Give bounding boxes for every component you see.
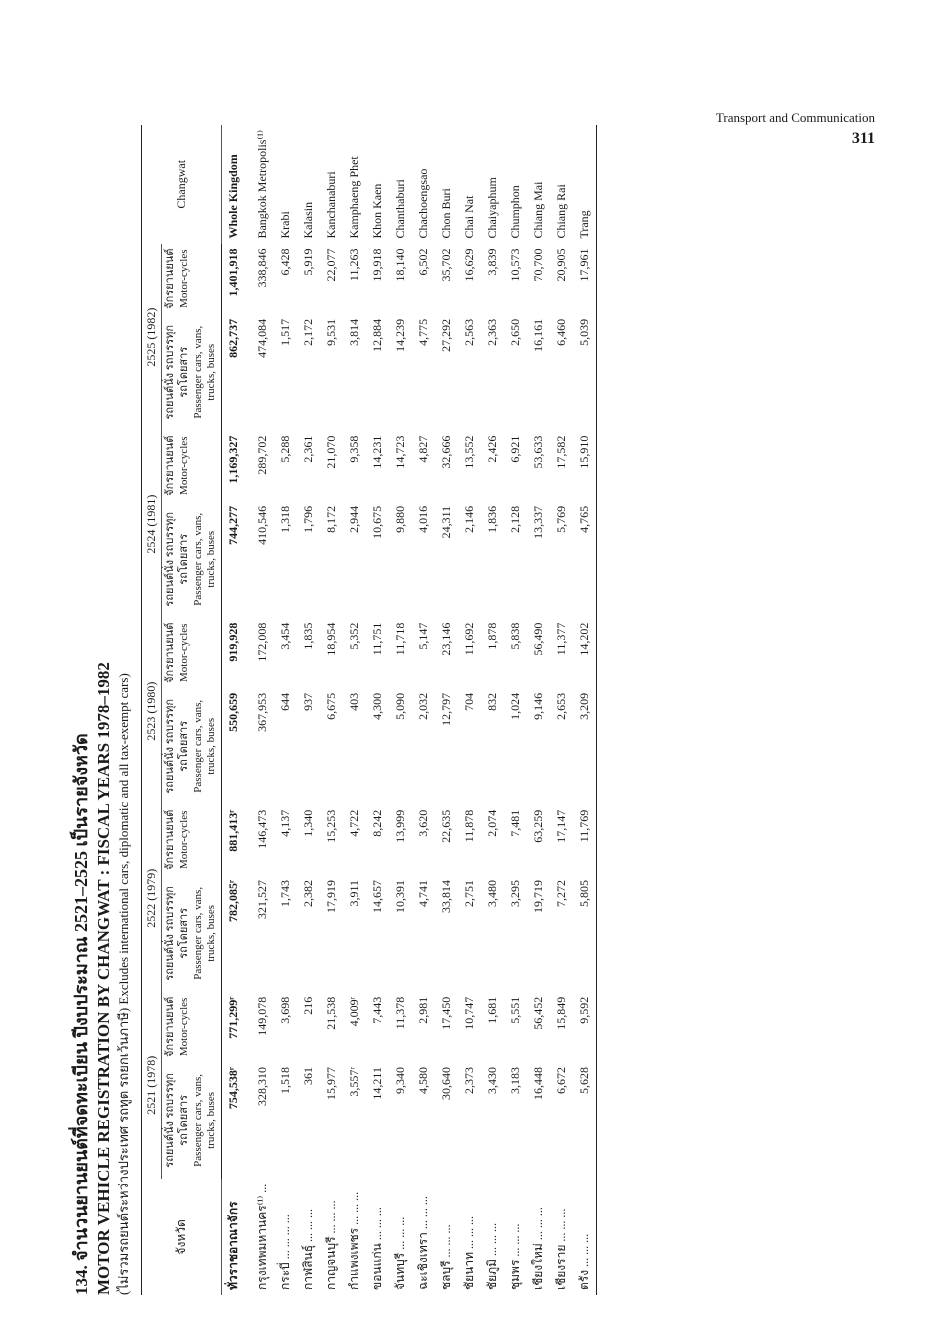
changwat-name-english: Trang xyxy=(573,125,597,244)
changwat-name-english: Chanthaburi xyxy=(393,179,408,239)
cell-value: 6,921 xyxy=(508,435,523,463)
cell-value: 12,884 xyxy=(370,318,385,352)
changwat-name-thai: เชียงราย ... ... ... xyxy=(554,1208,569,1290)
cell-value: 321,527 xyxy=(255,879,270,919)
subheader-motorcycles xyxy=(162,618,222,688)
cell-value: 53,633 xyxy=(531,435,546,469)
subheader-thai: รถยนต์นั่ง รถบรรทุก รถโดยสาร xyxy=(164,1073,190,1168)
cell-value: 14,202 xyxy=(573,618,597,688)
cell-value: 4,137 xyxy=(278,809,293,837)
cell-value: 17,450 xyxy=(439,996,454,1030)
cell-value: 216 xyxy=(301,996,316,1015)
cell-value: 754,538ʳ xyxy=(226,1067,241,1110)
section-title: Transport and Communication xyxy=(715,110,875,125)
cell-value: 644 xyxy=(278,692,293,711)
cell-value: 289,702 xyxy=(255,435,270,475)
table-number: 134. xyxy=(72,1265,91,1295)
cell-value: 14,231 xyxy=(370,435,385,469)
changwat-name-english: Chon Buri xyxy=(439,188,454,239)
cell-value: 149,078 xyxy=(255,996,270,1036)
table-note xyxy=(115,125,133,1295)
cell-value: 2,074 xyxy=(485,809,500,837)
changwat-name-english: Chumphon xyxy=(508,185,523,239)
subheader-thai: รถยนต์นั่ง รถบรรทุก รถโดยสาร xyxy=(164,511,190,607)
table-row xyxy=(527,125,550,1295)
changwat-name-english: Kamphaeng Phet xyxy=(347,156,362,239)
page-number: 311 xyxy=(851,130,875,147)
changwat-name-thai: เชียงใหม่ ... ... ... xyxy=(531,1207,546,1290)
year-header: 2521 (1978) xyxy=(142,992,162,1179)
subheader-english: Motor-cycles xyxy=(177,810,190,870)
cell-value: 5,039 xyxy=(573,314,597,431)
cell-value: 22,635 xyxy=(439,809,454,843)
cell-value: 5,147 xyxy=(416,622,431,650)
cell-value: 771,299ʳ xyxy=(226,996,241,1039)
subheader-thai: จักรยานยนต์ xyxy=(164,435,177,496)
changwat-name-english: Bangkok Metropolis⁽¹⁾ xyxy=(255,130,270,239)
table-row xyxy=(481,125,504,1295)
cell-value: 17,961 xyxy=(573,244,597,314)
table-row xyxy=(366,125,389,1295)
cell-value: 9,880 xyxy=(393,505,408,533)
cell-value: 2,373 xyxy=(462,1067,477,1094)
changwat-name-english: Chaiyaphum xyxy=(485,177,500,239)
cell-value: 56,490 xyxy=(531,622,546,656)
cell-value: 35,702 xyxy=(439,248,454,282)
subheader-passenger-cars xyxy=(162,875,222,992)
changwat-name-english: Krabi xyxy=(278,211,293,239)
cell-value: 1,681 xyxy=(485,996,500,1024)
cell-value: 19,918 xyxy=(370,248,385,282)
cell-value: 13,999 xyxy=(393,809,408,843)
changwat-name-english: Chai Nat xyxy=(462,195,477,239)
cell-value: 10,747 xyxy=(462,996,477,1030)
cell-value: 862,737 xyxy=(226,318,241,358)
cell-value: 832 xyxy=(485,692,500,711)
changwat-name-thai: ฉะเชิงเทรา ... ... ... xyxy=(416,1196,431,1290)
subheader-motorcycles xyxy=(162,431,222,501)
cell-value: 1,517 xyxy=(278,318,293,346)
table-row xyxy=(573,125,597,1295)
cell-value: 328,310 xyxy=(255,1067,270,1106)
cell-value: 13,552 xyxy=(462,435,477,469)
table-row xyxy=(274,125,297,1295)
table-row xyxy=(458,125,481,1295)
changwat-name-thai: กรุงเทพมหานคร⁽¹⁾ ... xyxy=(255,1183,270,1290)
cell-value: 11,692 xyxy=(462,622,477,656)
cell-value: 1,796 xyxy=(301,505,316,533)
cell-value: 11,377 xyxy=(554,622,569,656)
cell-value: 11,751 xyxy=(370,622,385,656)
subheader-english: Passenger cars, vans, trucks, buses xyxy=(191,699,218,793)
cell-value: 14,239 xyxy=(393,318,408,352)
cell-value: 6,675 xyxy=(324,692,339,720)
cell-value: 3,480 xyxy=(485,879,500,907)
cell-value: 2,382 xyxy=(301,879,316,907)
cell-value: 16,448 xyxy=(531,1067,546,1100)
cell-value: 2,981 xyxy=(416,996,431,1024)
changwat-name-english: Chachoengsao xyxy=(416,168,431,239)
cell-value: 4,016 xyxy=(416,505,431,533)
cell-value: 881,413ʳ xyxy=(226,809,241,852)
year-header: 2523 (1980) xyxy=(142,618,162,805)
changwat-name-thai: กระบี่ ... ... ... ... xyxy=(278,1214,293,1290)
table-note-english: Excludes international cars, diplomatic and all tax-exempt cars) xyxy=(116,673,132,1005)
subheader-thai: จักรยานยนต์ xyxy=(164,248,177,309)
table-row xyxy=(320,125,343,1295)
cell-value: 3,698 xyxy=(278,996,293,1024)
cell-value: 4,765 xyxy=(573,501,597,618)
changwat-name-thai: ชัยภูมิ ... ... ... xyxy=(485,1223,500,1290)
cell-value: 4,722 xyxy=(347,809,362,837)
cell-value: 22,077 xyxy=(324,248,339,282)
cell-value: 6,502 xyxy=(416,248,431,276)
cell-value: 63,259 xyxy=(531,809,546,843)
changwat-name-thai: กาฬสินธุ์ ... ... ... xyxy=(301,1208,316,1290)
subheader-passenger-cars xyxy=(162,688,222,805)
cell-value: 2,653 xyxy=(554,692,569,720)
cell-value: 7,481 xyxy=(508,809,523,837)
cell-value: 2,146 xyxy=(462,505,477,533)
vehicle-registration-table xyxy=(141,125,597,1295)
cell-value: 704 xyxy=(462,692,477,711)
cell-value: 9,146 xyxy=(531,692,546,720)
subheader-english: Passenger cars, vans, trucks, buses xyxy=(191,512,218,606)
cell-value: 70,700 xyxy=(531,248,546,282)
cell-value: 3,430 xyxy=(485,1067,500,1094)
cell-value: 172,008 xyxy=(255,622,270,662)
changwat-name-thai: กำแพงเพชร ... ... ... xyxy=(347,1191,362,1290)
cell-value: 33,814 xyxy=(439,879,454,913)
subheader-thai: จักรยานยนต์ xyxy=(164,622,177,683)
table-title-english: MOTOR VEHICLE REGISTRATION BY CHANGWAT : FISCAL YEARS 1978–1982 xyxy=(94,662,114,1295)
cell-value: 14,657 xyxy=(370,879,385,913)
subheader-thai: รถยนต์นั่ง รถบรรทุก รถโดยสาร xyxy=(164,699,190,794)
cell-value: 919,928 xyxy=(226,622,241,662)
cell-value: 5,838 xyxy=(508,622,523,650)
cell-value: 16,629 xyxy=(462,248,477,282)
subheader-passenger-cars xyxy=(162,314,222,431)
table-row xyxy=(412,125,435,1295)
cell-value: 14,723 xyxy=(393,435,408,469)
subheader-thai: จักรยานยนต์ xyxy=(164,809,177,870)
cell-value: 2,363 xyxy=(485,318,500,346)
cell-value: 367,953 xyxy=(255,692,270,732)
changwat-name-english: Khon Kaen xyxy=(370,183,385,239)
cell-value: 10,675 xyxy=(370,505,385,539)
changwat-name-thai: ชลบุรี ... ... ... xyxy=(439,1224,454,1290)
subheader-motorcycles xyxy=(162,244,222,314)
cell-value: 3,183 xyxy=(508,1067,523,1094)
cell-value: 2,032 xyxy=(416,692,431,720)
cell-value: 4,009ʳ xyxy=(347,996,362,1027)
cell-value: 11,878 xyxy=(462,809,477,843)
cell-value: 361 xyxy=(301,1067,316,1085)
cell-value: 10,391 xyxy=(393,879,408,913)
cell-value: 2,361 xyxy=(301,435,316,463)
cell-value: 4,300 xyxy=(370,692,385,720)
year-header: 2524 (1981) xyxy=(142,431,162,618)
subheader-thai: จักรยานยนต์ xyxy=(164,996,177,1057)
changwat-name-thai: ตรัง ... ... ... xyxy=(573,1179,597,1295)
cell-value: 474,084 xyxy=(255,318,270,358)
cell-value: 410,546 xyxy=(255,505,270,545)
cell-value: 744,277 xyxy=(226,505,241,545)
table-note-thai: (ไม่รวมรถยนต์ระหว่างประเทศ รถทูต รถยกเว้นภาษี) xyxy=(116,1007,132,1295)
cell-value: 17,919 xyxy=(324,879,339,913)
cell-value: 11,378 xyxy=(393,996,408,1030)
cell-value: 6,460 xyxy=(554,318,569,346)
rotated-table-page xyxy=(70,125,870,1295)
cell-value: 7,443 xyxy=(370,996,385,1024)
cell-value: 3,814 xyxy=(347,318,362,346)
cell-value: 20,905 xyxy=(554,248,569,282)
cell-value: 15,977 xyxy=(324,1067,339,1100)
cell-value: 2,944 xyxy=(347,505,362,533)
subheader-english: Motor-cycles xyxy=(177,436,190,495)
cell-value: 9,592 xyxy=(573,992,597,1062)
subheader-passenger-cars xyxy=(162,501,222,618)
cell-value: 18,954 xyxy=(324,622,339,656)
table-row xyxy=(251,125,274,1295)
cell-value: 9,531 xyxy=(324,318,339,346)
changwat-name-thai: จันทบุรี ... ... ... xyxy=(393,1216,408,1290)
cell-value: 3,454 xyxy=(278,622,293,650)
cell-value: 5,805 xyxy=(573,875,597,992)
changwat-name-english: Chiang Mai xyxy=(531,181,546,239)
cell-value: 403 xyxy=(347,692,362,711)
cell-value: 27,292 xyxy=(439,318,454,352)
cell-value: 30,640 xyxy=(439,1067,454,1100)
cell-value: 12,797 xyxy=(439,692,454,726)
cell-value: 15,910 xyxy=(573,431,597,501)
cell-value: 15,253 xyxy=(324,809,339,843)
cell-value: 782,085ʳ xyxy=(226,879,241,923)
cell-value: 1,878 xyxy=(485,622,500,650)
subheader-thai: รถยนต์นั่ง รถบรรทุก รถโดยสาร xyxy=(164,324,190,420)
cell-value: 5,769 xyxy=(554,505,569,533)
cell-value: 11,263 xyxy=(347,248,362,282)
cell-value: 9,340 xyxy=(393,1067,408,1094)
subheader-english: Motor-cycles xyxy=(177,997,190,1057)
cell-value: 2,128 xyxy=(508,505,523,533)
cell-value: 5,090 xyxy=(393,692,408,720)
cell-value: 550,659 xyxy=(226,692,241,732)
subheader-motorcycles xyxy=(162,992,222,1062)
cell-value: 14,211 xyxy=(370,1067,385,1100)
subheader-english: Motor-cycles xyxy=(177,249,190,308)
cell-value: 3,557ʳ xyxy=(347,1067,362,1097)
cell-value: 10,573 xyxy=(508,248,523,282)
cell-value: 8,172 xyxy=(324,505,339,533)
col-changwat-english: Changwat xyxy=(142,125,222,244)
cell-value: 4,827 xyxy=(416,435,431,463)
changwat-name-thai: ขอนแก่น ... ... ... xyxy=(370,1207,385,1290)
cell-value: 1,518 xyxy=(278,1067,293,1094)
cell-value: 11,718 xyxy=(393,622,408,656)
subheader-passenger-cars xyxy=(162,1062,222,1179)
cell-value: 1,743 xyxy=(278,879,293,907)
changwat-name-english: Kalasin xyxy=(301,201,316,239)
subheader-english: Passenger cars, vans, trucks, buses xyxy=(191,325,218,419)
cell-value: 4,775 xyxy=(416,318,431,346)
cell-value: 1,836 xyxy=(485,505,500,533)
table-title-thai: จำนวนยานยนต์ที่จดทะเบียน ปีงบประมาณ 2521–2525 เป็นรายจังหวัด xyxy=(71,733,91,1261)
cell-value: 5,919 xyxy=(301,248,316,276)
cell-value: 3,839 xyxy=(485,248,500,276)
cell-value: 937 xyxy=(301,692,316,711)
cell-value: 2,751 xyxy=(462,879,477,907)
cell-value: 15,849 xyxy=(554,996,569,1030)
cell-value: 5,551 xyxy=(508,996,523,1024)
subheader-english: Motor-cycles xyxy=(177,623,190,682)
cell-value: 2,650 xyxy=(508,318,523,346)
table-row xyxy=(435,125,458,1295)
cell-value: 5,628 xyxy=(573,1062,597,1179)
cell-value: 3,209 xyxy=(573,688,597,805)
year-header: 2525 (1982) xyxy=(142,244,162,431)
table-row xyxy=(343,125,366,1295)
cell-value: 56,452 xyxy=(531,996,546,1030)
cell-value: 6,672 xyxy=(554,1067,569,1094)
cell-value: 8,242 xyxy=(370,809,385,837)
cell-value: 17,582 xyxy=(554,435,569,469)
year-header: 2522 (1979) xyxy=(142,805,162,992)
table-title xyxy=(70,125,93,1295)
changwat-name-thai: กาญจนบุรี ... ... ... xyxy=(324,1200,339,1290)
cell-value: 6,428 xyxy=(278,248,293,276)
subheader-motorcycles xyxy=(162,805,222,875)
subheader-english: Passenger cars, vans, trucks, buses xyxy=(191,886,218,980)
cell-value: 1,401,918 xyxy=(226,248,241,297)
cell-value: 13,337 xyxy=(531,505,546,539)
cell-value: 338,846 xyxy=(255,248,270,288)
table-row xyxy=(504,125,527,1295)
table-row-total xyxy=(222,125,252,1295)
subheader-english: Passenger cars, vans, trucks, buses xyxy=(191,1073,218,1167)
cell-value: 19,719 xyxy=(531,879,546,913)
cell-value: 4,741 xyxy=(416,879,431,907)
changwat-name-english: Chiang Rai xyxy=(554,184,569,239)
cell-value: 2,426 xyxy=(485,435,500,463)
changwat-name-thai: ทั่วราชอาณาจักร xyxy=(226,1201,241,1290)
changwat-name-english: Kanchanaburi xyxy=(324,171,339,239)
subheader-thai: รถยนต์นั่ง รถบรรทุก รถโดยสาร xyxy=(164,886,190,981)
cell-value: 16,161 xyxy=(531,318,546,352)
col-changwat-thai: จังหวัด xyxy=(142,1179,222,1295)
cell-value: 1,169,327 xyxy=(226,435,241,484)
cell-value: 2,563 xyxy=(462,318,477,346)
cell-value: 9,358 xyxy=(347,435,362,463)
changwat-name-english: Whole Kingdom xyxy=(226,154,241,239)
cell-value: 32,666 xyxy=(439,435,454,469)
cell-value: 3,295 xyxy=(508,879,523,907)
cell-value: 2,172 xyxy=(301,318,316,346)
cell-value: 21,538 xyxy=(324,996,339,1030)
cell-value: 7,272 xyxy=(554,879,569,907)
changwat-name-thai: ชุมพร ... ... ... xyxy=(508,1223,523,1290)
cell-value: 23,146 xyxy=(439,622,454,656)
cell-value: 1,340 xyxy=(301,809,316,837)
cell-value: 5,352 xyxy=(347,622,362,650)
cell-value: 18,140 xyxy=(393,248,408,282)
changwat-name-thai: ชัยนาท ... ... ... xyxy=(462,1215,477,1290)
cell-value: 1,318 xyxy=(278,505,293,533)
cell-value: 1,024 xyxy=(508,692,523,720)
table-row xyxy=(389,125,412,1295)
cell-value: 5,288 xyxy=(278,435,293,463)
cell-value: 21,070 xyxy=(324,435,339,469)
cell-value: 1,835 xyxy=(301,622,316,650)
cell-value: 3,620 xyxy=(416,809,431,837)
cell-value: 146,473 xyxy=(255,809,270,849)
cell-value: 4,580 xyxy=(416,1067,431,1094)
table-row xyxy=(297,125,320,1295)
table-row xyxy=(550,125,573,1295)
cell-value: 17,147 xyxy=(554,809,569,843)
cell-value: 24,311 xyxy=(439,505,454,539)
cell-value: 11,769 xyxy=(573,805,597,875)
cell-value: 3,911 xyxy=(347,879,362,907)
